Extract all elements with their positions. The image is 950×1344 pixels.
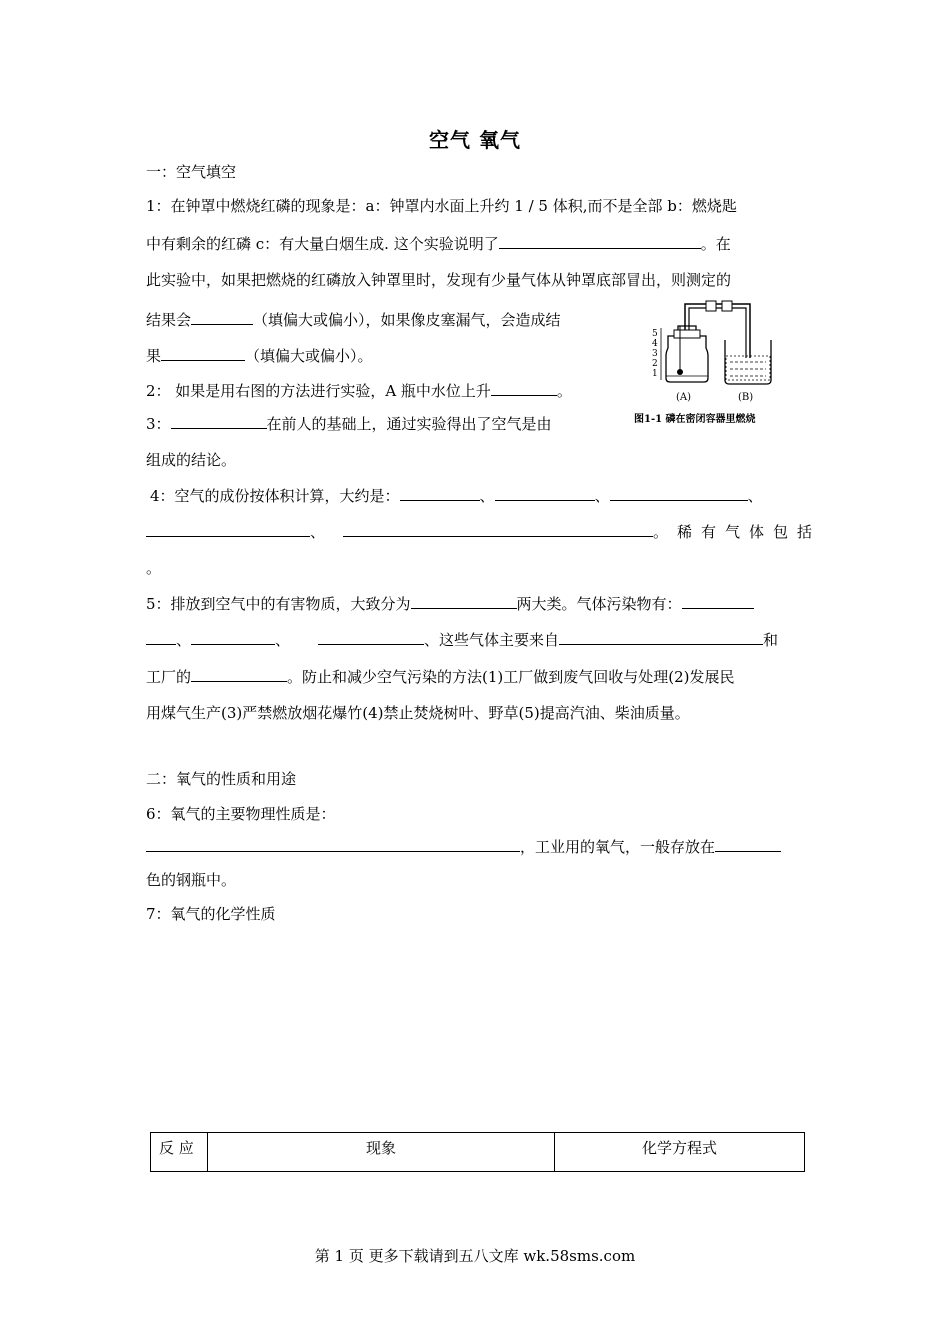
q6-line1: 6：氧气的主要物理性质是： <box>146 805 336 823</box>
q5-line1: 5：排放到空气中的有害物质，大致分为 两大类。气体污染物有： <box>146 593 754 614</box>
figure-caption: 图1-1 磷在密闭容器里燃烧 <box>634 414 756 425</box>
table-header-cell: 反 应 <box>151 1133 208 1172</box>
blank[interactable] <box>191 666 287 682</box>
q3-line2: 组成的结论。 <box>146 451 237 469</box>
q4-line2: 、 。稀有气体包括 <box>146 521 821 542</box>
q1-line5: 果 （填偏大或偏小）。 <box>146 347 373 365</box>
q6-line2: ，工业用的氧气，一般存放在 <box>146 836 781 857</box>
q5-line4: 用煤气生产(3)严禁燃放烟花爆竹(4)禁止焚烧树叶、野草(5)提高汽油、柴油质量。 <box>146 704 690 722</box>
blank[interactable] <box>146 629 176 645</box>
scale-label: 1 <box>652 369 658 379</box>
page-title: 空气 氧气 <box>429 128 521 152</box>
q4-line1: 4：空气的成份按体积计算，大约是： 、 、 、 <box>150 487 763 505</box>
blank[interactable] <box>559 629 763 645</box>
q3-line1: 3： 在前人的基础上，通过实验得出了空气是由 <box>146 415 552 433</box>
blank[interactable] <box>343 521 653 537</box>
scale-label: 5 <box>652 329 658 339</box>
blank[interactable] <box>491 380 557 396</box>
apparatus-figure <box>630 296 790 436</box>
blank[interactable] <box>495 485 595 501</box>
blank[interactable] <box>191 309 253 325</box>
blank[interactable] <box>610 485 748 501</box>
table-header-cell: 现象 <box>208 1133 555 1172</box>
figure-label-b: (B) <box>738 392 754 403</box>
page-footer: 第 1 页 更多下载请到五八文库 wk.58sms.com <box>314 1247 636 1265</box>
q4-line3: 。 <box>146 559 162 577</box>
blank[interactable] <box>191 629 275 645</box>
q1-line3: 此实验中，如果把燃烧的红磷放入钟罩里时，发现有少量气体从钟罩底部冒出，则测定的 <box>146 271 732 289</box>
scale-label: 3 <box>652 349 658 359</box>
scale-label: 4 <box>652 339 658 349</box>
blank[interactable] <box>146 836 520 852</box>
scale-label: 2 <box>652 359 658 369</box>
q5-line3: 工厂的 。防止和减少空气污染的方法(1)工厂做到废气回收与处理(2)发展民 <box>146 668 735 686</box>
table-header-cell: 化学方程式 <box>555 1133 805 1172</box>
q1-line2: 中有剩余的红磷 c：有大量白烟生成. 这个实验说明了 。在 <box>146 235 731 253</box>
blank[interactable] <box>411 593 517 609</box>
blank[interactable] <box>161 345 245 361</box>
section1-heading: 一：空气填空 <box>146 163 237 181</box>
blank[interactable] <box>499 233 701 249</box>
blank[interactable] <box>682 593 754 609</box>
q6-line3: 色的钢瓶中。 <box>146 871 237 889</box>
q7-line: 7：氧气的化学性质 <box>146 905 276 923</box>
q5-line2: 、 、 、这些气体主要来自 和 <box>146 629 778 650</box>
blank[interactable] <box>146 521 310 537</box>
blank[interactable] <box>318 629 424 645</box>
reaction-table <box>150 1132 805 1172</box>
blank[interactable] <box>400 485 480 501</box>
q1-line1: 1：在钟罩中燃烧红磷的现象是：a：钟罩内水面上升约 1 / 5 体积,而不是全部 b：燃烧匙 <box>146 197 737 215</box>
section2-heading: 二：氧气的性质和用途 <box>146 770 297 788</box>
q2-line: 2： 如果是用右图的方法进行实验，A 瓶中水位上升 。 <box>146 382 572 400</box>
q1-line4: 结果会 （填偏大或偏小），如果像皮塞漏气，会造成结 <box>146 311 561 329</box>
figure-label-a: (A) <box>676 392 692 403</box>
blank[interactable] <box>715 836 781 852</box>
blank[interactable] <box>171 413 267 429</box>
table-header-row <box>151 1133 805 1172</box>
